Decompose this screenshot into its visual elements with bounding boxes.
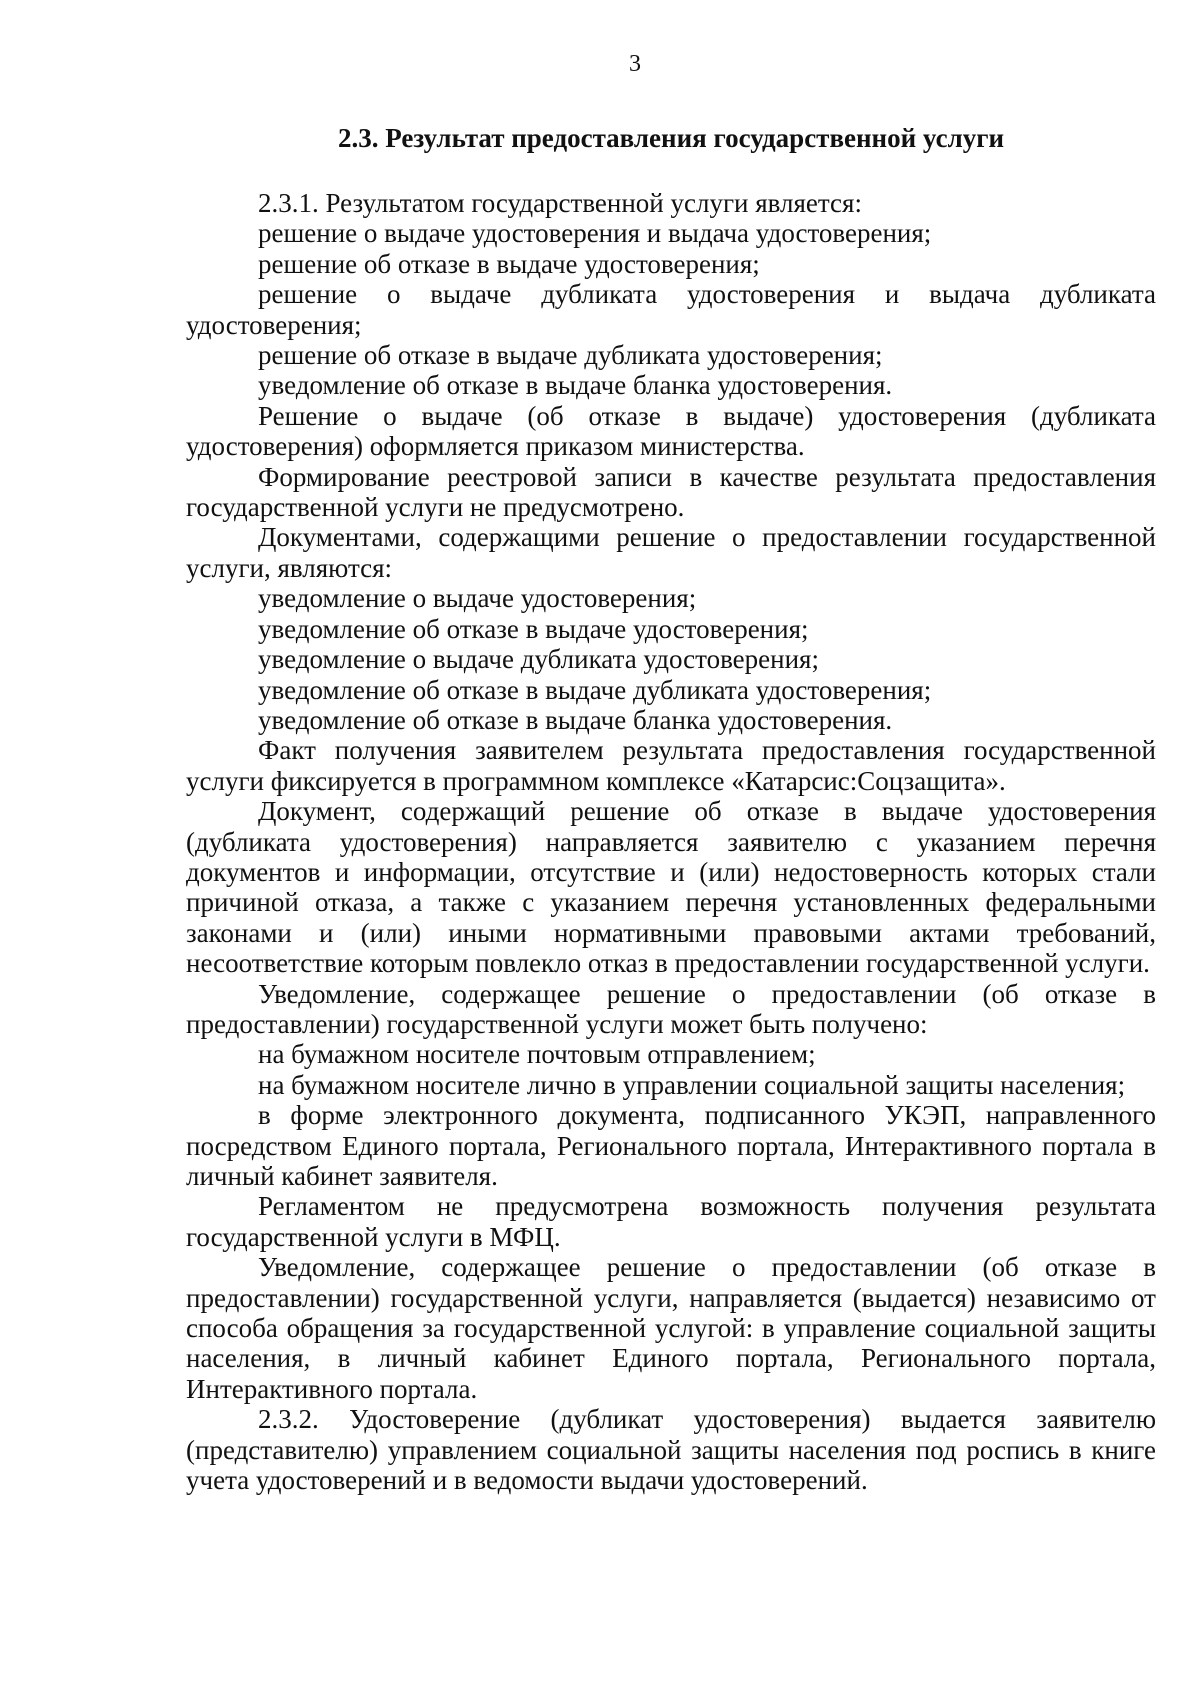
list-item: решение об отказе в выдаче удостоверения; [258,248,760,279]
paragraph: Формирование реестровой записи в качестве результата предоставления государственной услуги не предусмотрено. [186,461,1156,523]
paragraph: Регламентом не предусмотрена возможность получения результата государственной услуги в МФЦ. [186,1191,1156,1252]
paragraph: Уведомление, содержащее решение о предоставлении (об отказе в предоставлении) государственной услуги, направляется (выдается) независимо от способа обращения за государственной услугой: в управление социальной защиты населения, в личный кабинет Единого портала, Регионального портала, Интерактивного портала. [186,1252,1156,1404]
paragraph: 2.3.2. Удостоверение (дубликат удостоверения) выдается заявителю (представителю) управлением социальной защиты населения под роспись в книге учета удостоверений и в ведомости выдачи удостоверений. [186,1404,1156,1496]
paragraph: Документ, содержащий решение об отказе в выдаче удостоверения (дубликата удостоверения) направляется заявителю с указанием перечня документов и информации, отсутствие и (или) недостоверность которых стали причиной отказа, а также с указанием перечня установленных федеральными законами и (или) иными нормативными правовыми актами требований, несоответствие которым повлекло отказ в предоставлении государственной услуги. [186,796,1156,979]
list-item: уведомление о выдаче дубликата удостоверения; [258,644,819,675]
section-body [186,188,1156,1495]
list-item: уведомление об отказе в выдаче удостоверения; [258,613,809,644]
paragraph: Документами, содержащими решение о предоставлении государственной услуги, являются: [186,522,1156,583]
list-item: уведомление об отказе в выдаче дубликата удостоверения; [258,674,932,705]
list-item: решение о выдаче дубликата удостоверения и выдача дубликата удостоверения; [186,279,1156,340]
list-item: в форме электронного документа, подписанного УКЭП, направленного посредством Единого портала, Регионального портала, Интерактивного портала в личный кабинет заявителя. [186,1100,1156,1191]
list-item: уведомление об отказе в выдаче бланка удостоверения. [258,704,893,735]
paragraph: Решение о выдаче (об отказе в выдаче) удостоверения (дубликата удостоверения) оформляется приказом министерства. [186,400,1156,462]
list-item: на бумажном носителе лично в управлении социальной защиты населения; [258,1069,1126,1100]
list-item: решение об отказе в выдаче дубликата удостоверения; [258,340,883,371]
list-item: уведомление об отказе в выдаче бланка удостоверения. [258,370,893,401]
list-item: решение о выдаче удостоверения и выдача удостоверения; [258,218,932,249]
paragraph: 2.3.1. Результатом государственной услуги является: [258,188,862,218]
paragraph: Факт получения заявителем результата предоставления государственной услуги фиксируется в программном комплексе «Катарсис:Соцзащита». [186,735,1156,796]
list-item: уведомление о выдаче удостоверения; [258,583,697,614]
list-item: на бумажном носителе почтовым отправлением; [258,1039,816,1070]
section-heading: 2.3. Результат предоставления государственной услуги [337,123,1005,153]
page-number: 3 [629,51,641,77]
paragraph: Уведомление, содержащее решение о предоставлении (об отказе в предоставлении) государственной услуги может быть получено: [186,978,1156,1039]
